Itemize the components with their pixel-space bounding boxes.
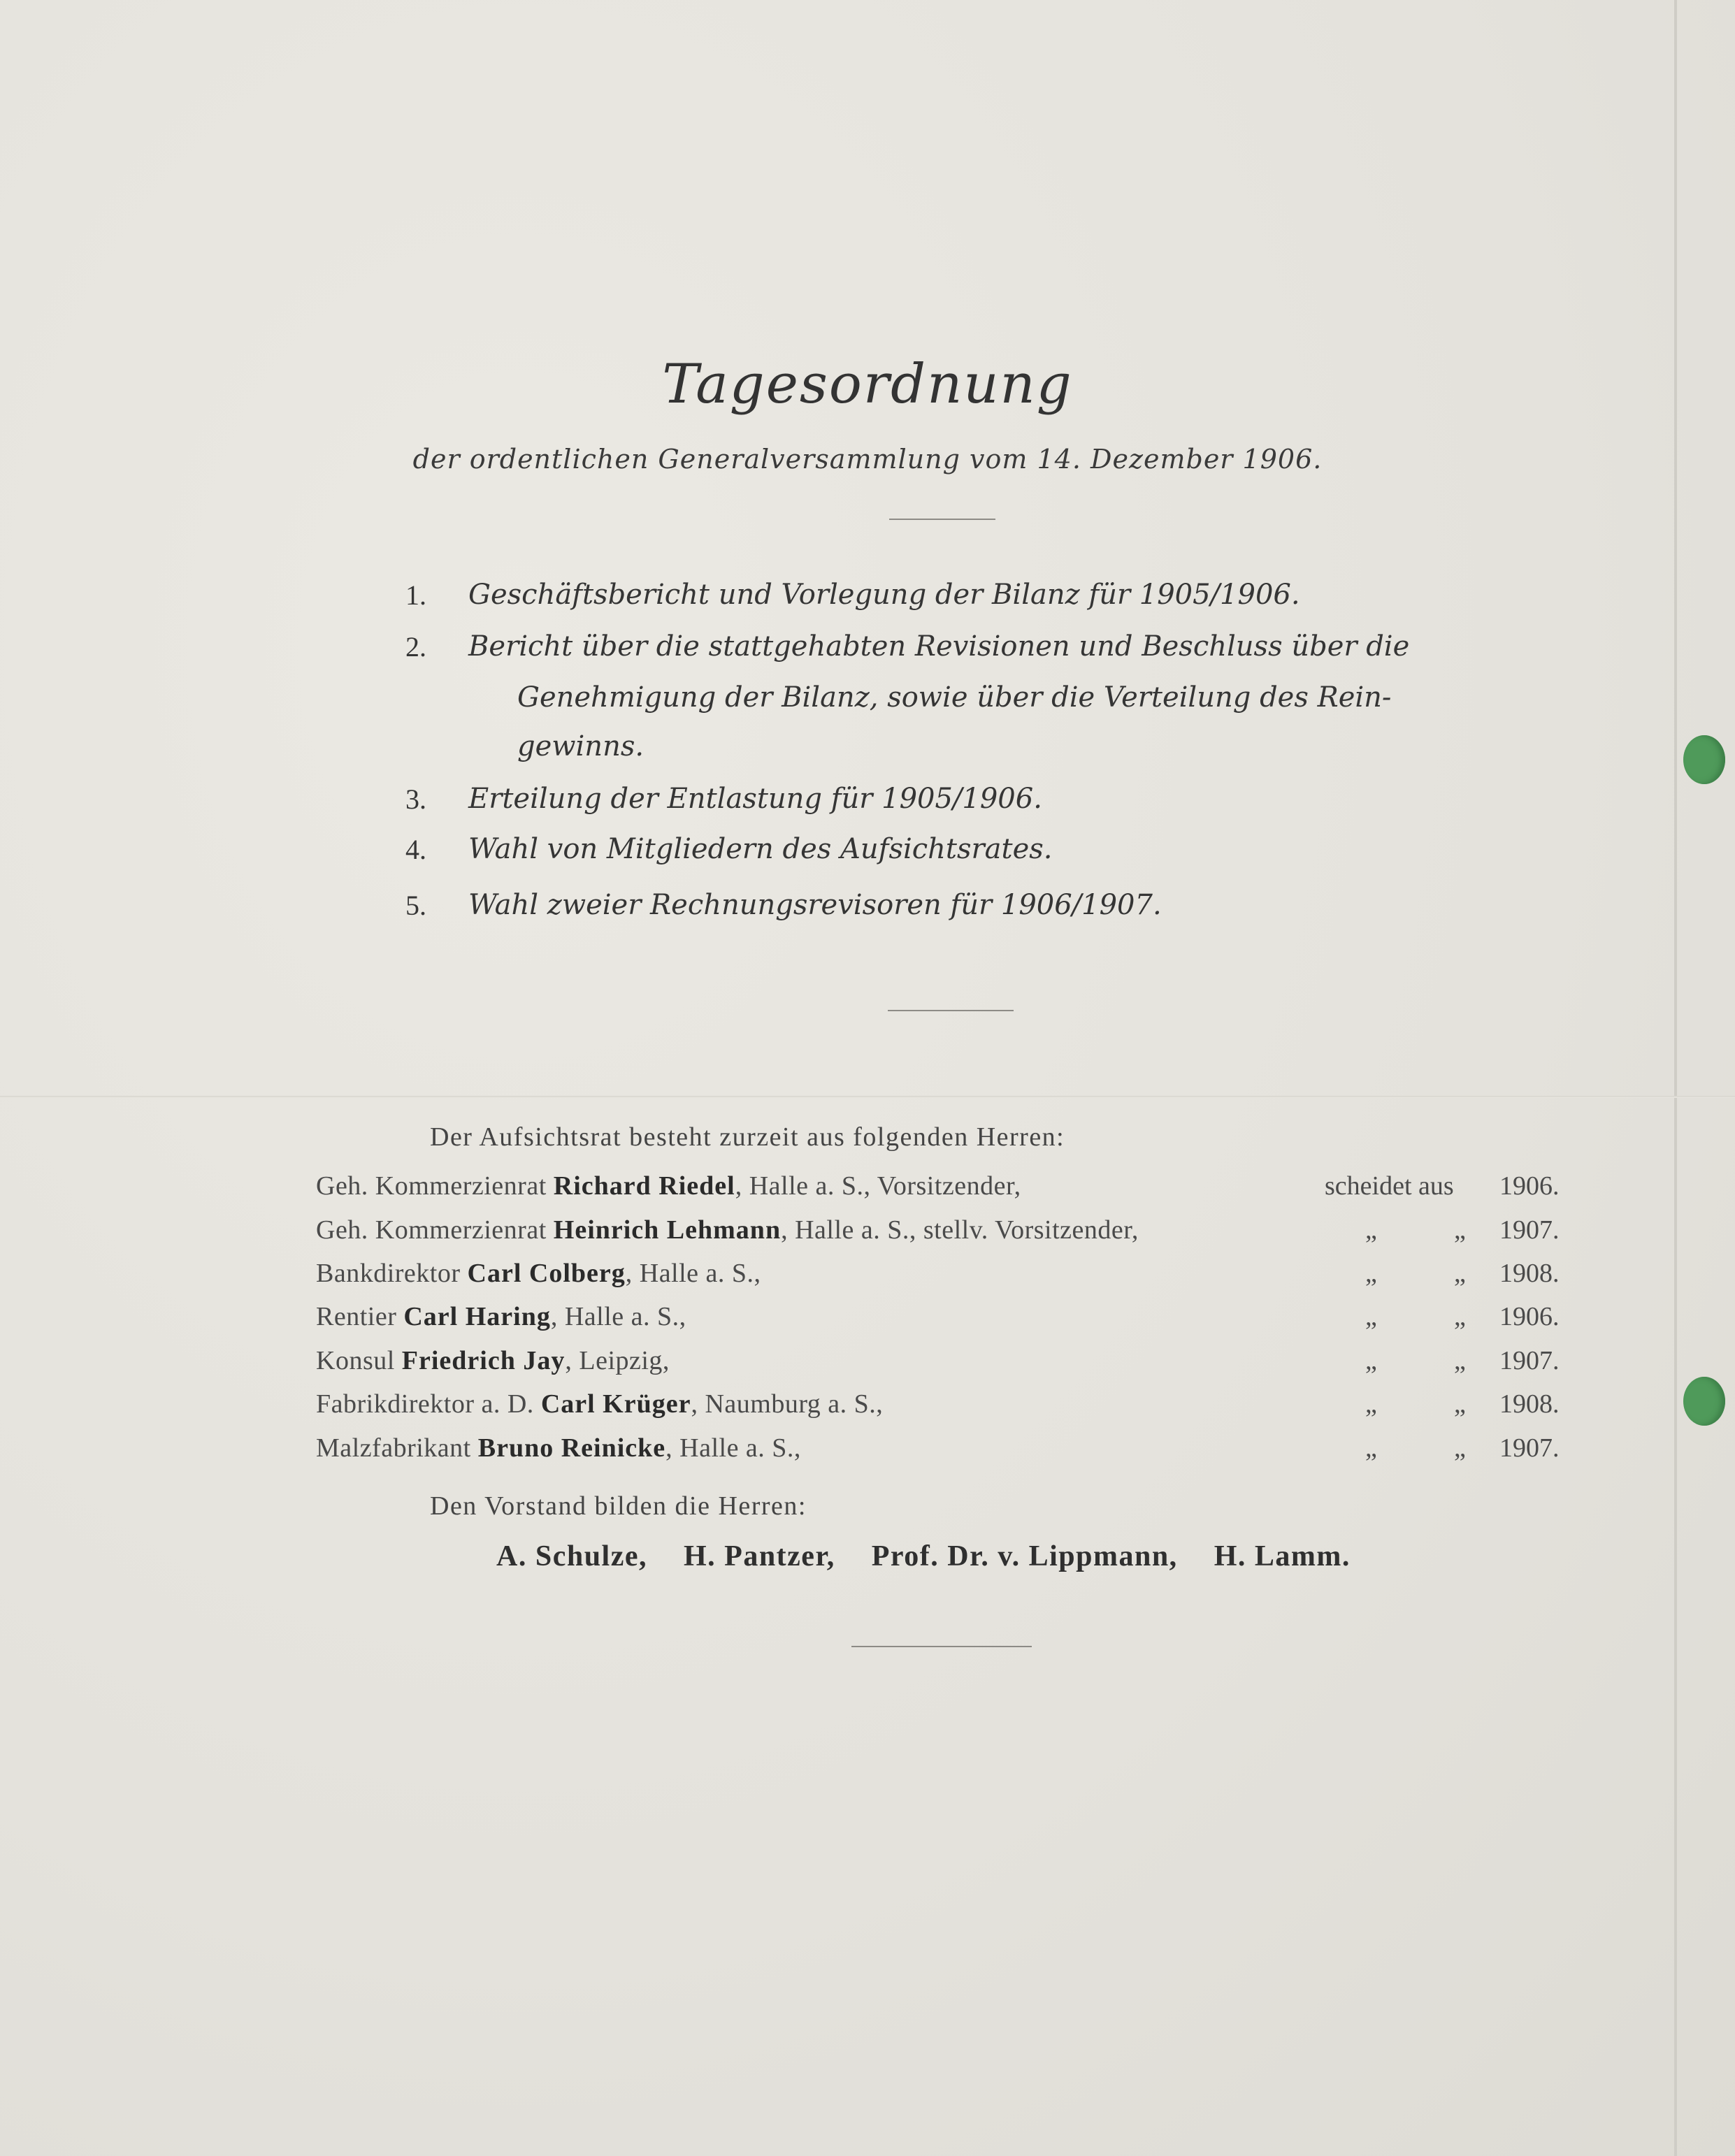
- member-name: Heinrich Lehmann: [553, 1215, 782, 1245]
- member-year: 1907.: [1499, 1433, 1560, 1463]
- vorstand-name: H. Lamm.: [1214, 1540, 1351, 1572]
- member-title: Fabrikdirektor a. D.: [316, 1389, 534, 1419]
- vorstand-name: Prof. Dr. v. Lippmann,: [871, 1540, 1178, 1572]
- board-member-text: [316, 1301, 686, 1332]
- agenda-text: Bericht über die stattgehabten Revisionen und Beschluss über die: [468, 630, 1410, 663]
- board-member-text: [316, 1389, 883, 1419]
- agenda-text: Erteilung der Entlastung für 1905/1906.: [468, 783, 1042, 815]
- agenda-text: Genehmigung der Bilanz, sowie über die Verteilung des Rein-: [517, 681, 1392, 714]
- ditto-mark: „: [1365, 1302, 1377, 1331]
- ditto-mark: „: [1454, 1259, 1466, 1288]
- document-title: Tagesordnung: [662, 353, 1073, 416]
- vorstand-intro: Den Vorstand bilden die Herren:: [430, 1491, 807, 1521]
- ditto-mark: „: [1454, 1433, 1466, 1463]
- member-details: , Halle a. S.,: [625, 1259, 761, 1288]
- member-details: , Halle a. S., stellv. Vorsitzender,: [781, 1215, 1139, 1245]
- member-name: Richard Riedel: [553, 1171, 735, 1201]
- ditto-mark: „: [1365, 1389, 1377, 1419]
- divider-rule: [888, 1010, 1014, 1011]
- vorstand-name: H. Pantzer,: [684, 1540, 835, 1572]
- member-status: scheidet aus: [1325, 1171, 1454, 1201]
- ditto-mark: „: [1365, 1346, 1377, 1375]
- board-member-row: [0, 1389, 1735, 1424]
- board-member-row: [0, 1345, 1735, 1380]
- ditto-mark: „: [1365, 1259, 1377, 1288]
- agenda-text: Wahl von Mitgliedern des Aufsichtsrates.: [468, 833, 1053, 865]
- member-details: , Halle a. S., Vorsitzender,: [735, 1171, 1021, 1201]
- document-subtitle: der ordentlichen Generalversammlung vom 14. Dezember 1906.: [412, 444, 1323, 475]
- member-title: Bankdirektor: [316, 1259, 461, 1288]
- ditto-mark: „: [1454, 1346, 1466, 1375]
- member-year: 1908.: [1499, 1389, 1560, 1419]
- board-member-text: [316, 1171, 1021, 1201]
- member-title: Geh. Kommerzienrat: [316, 1215, 547, 1245]
- board-member-row: [0, 1171, 1735, 1206]
- agenda-number: 4.: [405, 834, 426, 865]
- board-member-text: [316, 1433, 801, 1463]
- agenda-number: 3.: [405, 783, 426, 815]
- member-name: Bruno Reinicke: [477, 1433, 666, 1463]
- agenda-text: Geschäftsbericht und Vorlegung der Bilanz für 1905/1906.: [468, 579, 1300, 611]
- agenda-number: 2.: [405, 631, 426, 663]
- board-member-row: [0, 1433, 1735, 1468]
- ditto-mark: „: [1365, 1215, 1377, 1245]
- agenda-number: 5.: [405, 890, 426, 921]
- member-year: 1907.: [1499, 1215, 1560, 1245]
- ditto-mark: „: [1454, 1215, 1466, 1245]
- agenda-text: Wahl zweier Rechnungsrevisoren für 1906/1907.: [468, 889, 1162, 921]
- member-details: , Naumburg a. S.,: [691, 1389, 884, 1419]
- member-name: Friedrich Jay: [401, 1346, 566, 1375]
- fold-line: [0, 1096, 1735, 1098]
- board-intro: Der Aufsichtsrat besteht zurzeit aus folgenden Herren:: [430, 1122, 1065, 1152]
- vorstand-name: A. Schulze,: [496, 1540, 647, 1572]
- member-details: , Halle a. S.,: [550, 1302, 686, 1331]
- board-member-text: [316, 1345, 670, 1376]
- ditto-mark: „: [1454, 1302, 1466, 1331]
- member-name: Carl Krüger: [540, 1389, 691, 1419]
- board-member-row: [0, 1258, 1735, 1293]
- board-member-row: [0, 1301, 1735, 1336]
- board-member-row: [0, 1215, 1735, 1250]
- member-year: 1906.: [1499, 1302, 1560, 1331]
- member-name: Carl Colberg: [467, 1259, 626, 1288]
- member-year: 1908.: [1499, 1259, 1560, 1288]
- member-title: Malzfabrikant: [316, 1433, 471, 1463]
- board-member-text: [316, 1215, 1139, 1245]
- member-title: Konsul: [316, 1346, 395, 1375]
- member-year: 1907.: [1499, 1346, 1560, 1375]
- agenda-text: gewinns.: [517, 730, 645, 762]
- agenda-list: [0, 0, 1735, 978]
- divider-rule: [851, 1646, 1032, 1647]
- member-title: Geh. Kommerzienrat: [316, 1171, 547, 1201]
- member-title: Rentier: [316, 1302, 397, 1331]
- board-member-text: [316, 1258, 761, 1289]
- ditto-mark: „: [1454, 1389, 1466, 1419]
- member-year: 1906.: [1499, 1171, 1560, 1201]
- member-details: , Halle a. S.,: [665, 1433, 801, 1463]
- agenda-number: 1.: [405, 579, 426, 611]
- member-details: , Leipzig,: [565, 1346, 670, 1375]
- ditto-mark: „: [1365, 1433, 1377, 1463]
- member-name: Carl Haring: [403, 1302, 551, 1331]
- vorstand-names: [496, 1540, 1351, 1573]
